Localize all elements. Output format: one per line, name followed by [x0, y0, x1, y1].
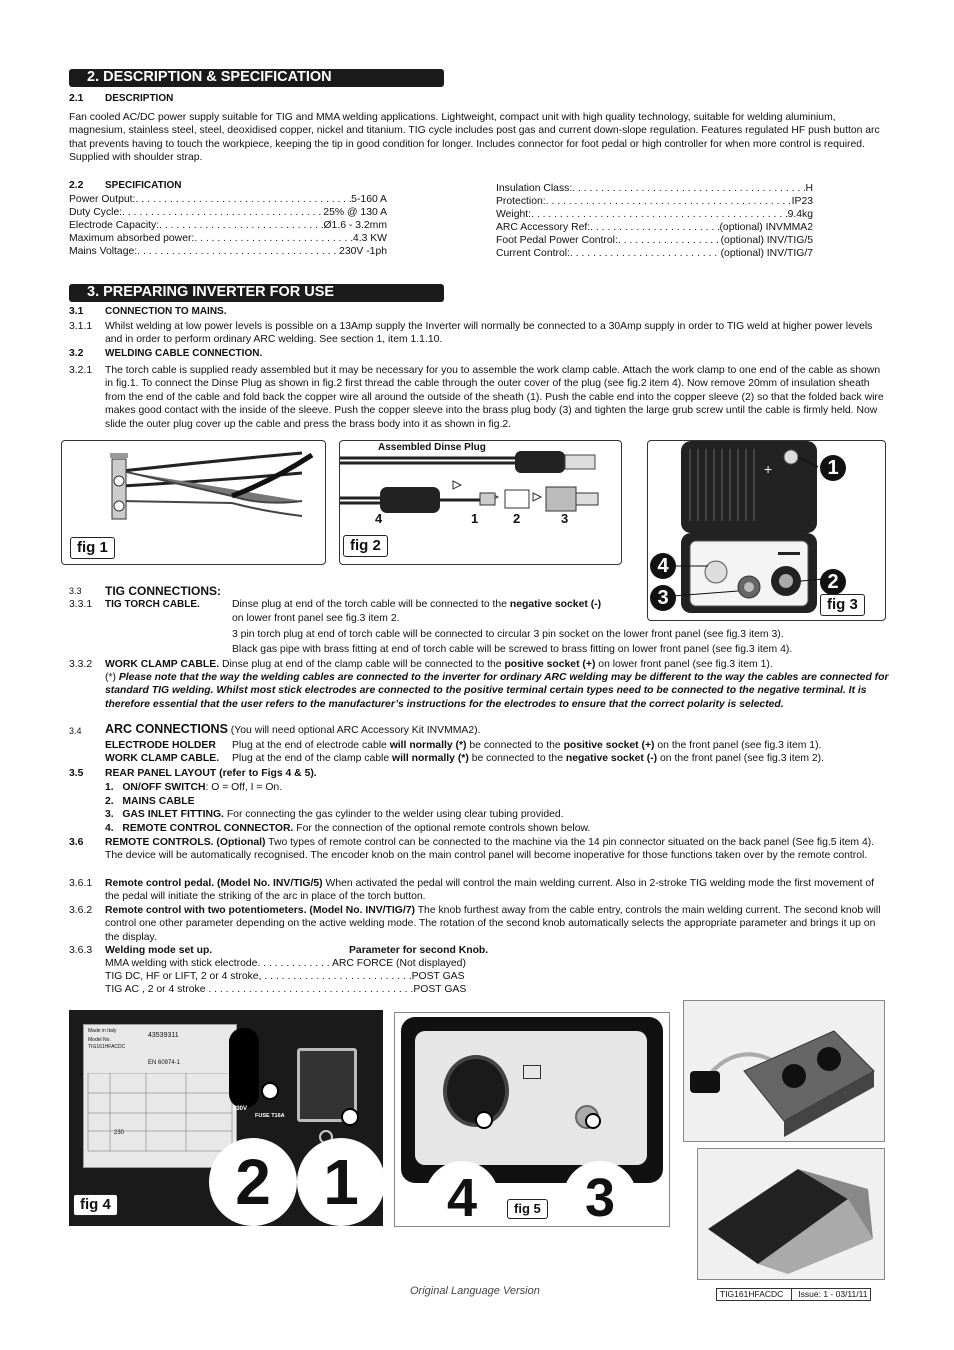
fig2-item-2: 2	[513, 511, 521, 526]
fig3-bullet-4: 4	[650, 553, 676, 579]
section-number: 3.1	[69, 306, 84, 317]
spec-row: ARC Accessory Ref: . . . (optional) INVMMA2	[496, 221, 813, 234]
paragraph: WORK CLAMP CABLE. Dinse plug at end of the clamp cable will be connected to the positive socket (+) on lower front panel (see fig.3 item 1).	[105, 659, 773, 670]
subsection-title: ARC CONNECTIONS (You will need optional ARC Accessory Kit INVMMA2).	[105, 722, 481, 736]
fig2-label: fig 2	[343, 535, 388, 557]
fig2-box	[339, 440, 622, 565]
fig2-caption: Assembled Dinse Plug	[378, 442, 486, 453]
pointer-dot	[585, 1113, 601, 1129]
fig3-bullet-3: 3	[650, 585, 676, 611]
paragraph: Plug at the end of electrode cable will normally (*) be connected to the positive socket (+) on the front panel (see fig.3 item 1).	[232, 740, 822, 751]
spec-row: Protection: . . . IP23	[496, 195, 813, 208]
section-number: 3.2.1	[69, 365, 93, 376]
paragraph: Plug at the end of the clamp cable will normally (*) be connected to the negative socket (-) on the front panel (see fig.3 item 2).	[232, 753, 825, 764]
fig5-label: fig 5	[507, 1199, 548, 1219]
list-item: 1. ON/OFF SWITCH: O = Off, I = On.	[105, 782, 283, 793]
section-number: 3.6	[69, 837, 84, 848]
spec-row: Mains Voltage: . . . 230V -1ph	[69, 245, 387, 258]
spec-row: Power Output: . . . 5-160 A	[69, 193, 387, 206]
fuse-label: FUSE T16A	[255, 1113, 285, 1119]
section-number: 3.6.2	[69, 905, 93, 916]
section-3-heading: 3. PREPARING INVERTER FOR USE	[69, 284, 444, 302]
subsection-title: REAR PANEL LAYOUT (refer to Figs 4 & 5).	[105, 768, 317, 779]
remote-control-photo	[683, 1000, 885, 1142]
list-item: 2. MAINS CABLE	[105, 796, 195, 807]
pointer-dot	[475, 1111, 493, 1129]
subsection-title: TIG CONNECTIONS:	[105, 584, 221, 598]
fig2-item-1: 1	[471, 511, 479, 526]
voltage-label: 230V	[233, 1106, 248, 1112]
spec-row: Electrode Capacity: . . . Ø1.6 - 3.2mm	[69, 219, 387, 232]
mode-row: TIG DC, HF or LIFT, 2 or 4 stroke, . . . . . . . . . . . . . . . . . . . . . . . . . .POST GAS	[105, 971, 465, 982]
section-number: 3.6.3	[69, 945, 93, 956]
fig1-box	[61, 440, 326, 565]
section-number: 2.1	[69, 93, 84, 104]
rating-plate: Made in Italy Model No. TIG161HFACDC 43539311 EN 60974-1 230	[83, 1024, 237, 1168]
paragraph: Remote control pedal. (Model No. INV/TIG/5) When activated the pedal will control the main welding current. Also in 2-stroke TIG welding mode the first movement of the pedal will initiate the striking of the arc in place of the torch button.	[105, 878, 875, 903]
section-2-heading: 2. DESCRIPTION & SPECIFICATION	[69, 69, 444, 87]
pointer-dot	[341, 1108, 359, 1126]
spec-row: Duty Cycle: . . . 25% @ 130 A	[69, 206, 387, 219]
remote-control-illustration	[684, 1001, 884, 1141]
spec-row: Weight: . . . 9.4kg	[496, 208, 813, 221]
work-clamp-label: WORK CLAMP CABLE.	[105, 753, 220, 764]
fig5-number-3: 3	[563, 1161, 637, 1227]
section-number: 3.2	[69, 348, 84, 359]
section-number: 2.2	[69, 180, 84, 191]
section-number: 3.5	[69, 768, 84, 779]
list-item: 3. GAS INLET FITTING. For connecting the gas cylinder to the welder using clear tubing provided.	[105, 809, 564, 820]
description-paragraph: Fan cooled AC/DC power supply suitable for TIG and MMA welding applications. Lightweight, compact unit with high quality technology, suitable for welding aluminium, magnesium, stainless steel, steel, deoxidised copper, nickel and titanium. TIG cycle includes post gas and current down-slope regulation. Features regulated HF push button arc that prevents having to touch the workpiece, keeping the tip in good condition for longer. Includes connector for foot pedal or high controller for when more control is required. Supplied with shoulder strap.	[69, 112, 880, 164]
mode-row: TIG AC , 2 or 4 stroke . . . . . . . . . . . . . . . . . . . . . . . . . . . . . . . . . . . .POST GAS	[105, 984, 467, 995]
subsection-title: SPECIFICATION	[105, 180, 182, 191]
paragraph: The torch cable is supplied ready assembled but it may be necessary for you to assemble the work clamp cable. Attach the work clamp to one end of the cable as shown in fig.1. To connect the Dinse Plug as shown in fig.2 first thread the cable through the outer cover of the plug (see fig.2 item 4). Now remove 20mm of insulation sheath from the end of the cable and fold back the copper wire all around the outside of the sheath (1). Push the cable end into the copper sleeve (2) so that the folded back wire makes good contact with the inside of the sleeve. Push the copper sleeve into the brass plug body (3) and tighten the large grub screw until the cable is firmly held. Now slide the outer plug cover up the cable and press the brass body into it as shown in fig.2.	[105, 365, 884, 430]
fig3-label: fig 3	[820, 594, 865, 616]
subsection-title: DESCRIPTION	[105, 93, 174, 104]
section-number: 3.3.2	[69, 659, 93, 670]
fig4-number-1: 1	[297, 1138, 383, 1226]
spec-row: Current Control: . . . (optional) INV/TIG/7	[496, 247, 813, 260]
footer-issue: Issue: 1 - 03/11/11	[791, 1289, 867, 1300]
mode-row: MMA welding with stick electrode. . . . . . . . . . . . . ARC FORCE (Not displayed)	[105, 958, 466, 969]
subsection-title: CONNECTION TO MAINS.	[105, 306, 227, 317]
polarity-note: (*) Please note that the way the welding cables are connected to the inverter for ordinary ARC welding may be different to the way the cables are connected for standard TIG welding. Whilst most stick electrodes are connected to the positive terminal certain types need to be connected to the negative terminal. It is therefore essential that the user refers to the manufacturer’s instructions for the electrodes to ensure that the correct polarity is selected.	[105, 672, 889, 710]
paragraph: 3 pin torch plug at end of torch cable will be connected to circular 3 pin socket on the lower front panel (see fig.3 item 3).	[232, 629, 784, 640]
spec-row: Foot Pedal Power Control: . . . (optional) INV/TIG/5	[496, 234, 813, 247]
spec-row: Maximum absorbed power: . . . 4.3 KW	[69, 232, 387, 245]
mains-cable	[229, 1028, 259, 1108]
section-number: 3.4	[69, 726, 82, 736]
electrode-holder-label: ELECTRODE HOLDER	[105, 740, 216, 751]
list-item: 4. REMOTE CONTROL CONNECTOR. For the connection of the optional remote controls shown below.	[105, 823, 591, 834]
paragraph: Remote control with two potentiometers. (Model No. INV/TIG/7) The knob furthest away from the cable entry, controls the main welding current. The second knob will control one other parameter depending on the active welding mode. The rotation of the second knob automatically selects the appropriate parameter and brings it up on the display.	[105, 905, 881, 943]
paragraph: on lower front panel see fig.3 item 2.	[232, 613, 400, 624]
subsection-title: WELDING CABLE CONNECTION.	[105, 348, 263, 359]
spec-list-right	[496, 182, 813, 260]
paragraph: Black gas pipe with brass fitting at end of torch cable will be screwed to brass fitting on lower front panel (see fig.3 item 4).	[232, 644, 793, 655]
remote-symbol	[523, 1065, 541, 1079]
section-number: 3.3	[69, 586, 82, 596]
section-number: 3.1.1	[69, 321, 93, 332]
fig3-bullet-1: 1	[820, 455, 846, 481]
torch-cable-label: TIG TORCH CABLE.	[105, 599, 200, 610]
paragraph: Whilst welding at low power levels is possible on a 13Amp supply the Inverter will normally be connected to a 30Amp supply in order to TIG weld at higher power levels and in order to perform ordinary ARC welding. See section 1, item 1.1.10.	[105, 321, 873, 346]
fig2-item-4: 4	[375, 511, 383, 526]
fig3-box	[647, 440, 886, 621]
footer-model-code: TIG161HFACDC	[720, 1289, 784, 1299]
fig5-photo	[394, 1012, 670, 1227]
paragraph: REMOTE CONTROLS. (Optional) Two types of remote control can be connected to the machine via the 14 pin connector situated on the back panel (See fig.5 item 4). The device will be automatically recognised. The encoder knob on the main control panel will become inoperative for those functions taken over by the remote control.	[105, 837, 875, 862]
spec-row: Insulation Class: . . . H	[496, 182, 813, 195]
spec-list-left	[69, 193, 387, 258]
fig1-label: fig 1	[70, 537, 115, 559]
paragraph: Dinse plug at end of the torch cable will be connected to the negative socket (-)	[232, 599, 602, 610]
param-header: Parameter for second Knob.	[349, 945, 489, 956]
section-number: 3.6.1	[69, 878, 93, 889]
mode-header: Welding mode set up.	[105, 945, 213, 956]
pointer-dot	[261, 1082, 279, 1100]
section-number: 3.3.1	[69, 599, 93, 610]
fig4-photo	[69, 1010, 383, 1226]
foot-pedal-photo	[697, 1148, 885, 1280]
footer-language: Original Language Version	[410, 1285, 540, 1297]
fig4-number-2: 2	[209, 1138, 297, 1226]
foot-pedal-illustration	[698, 1149, 884, 1279]
positive-symbol: +	[764, 461, 773, 477]
fig3-bullet-2: 2	[820, 569, 846, 595]
footer-code-box	[716, 1288, 871, 1301]
fig2-item-3: 3	[561, 511, 569, 526]
fig4-label: fig 4	[73, 1194, 118, 1216]
fig5-number-4: 4	[425, 1161, 499, 1227]
